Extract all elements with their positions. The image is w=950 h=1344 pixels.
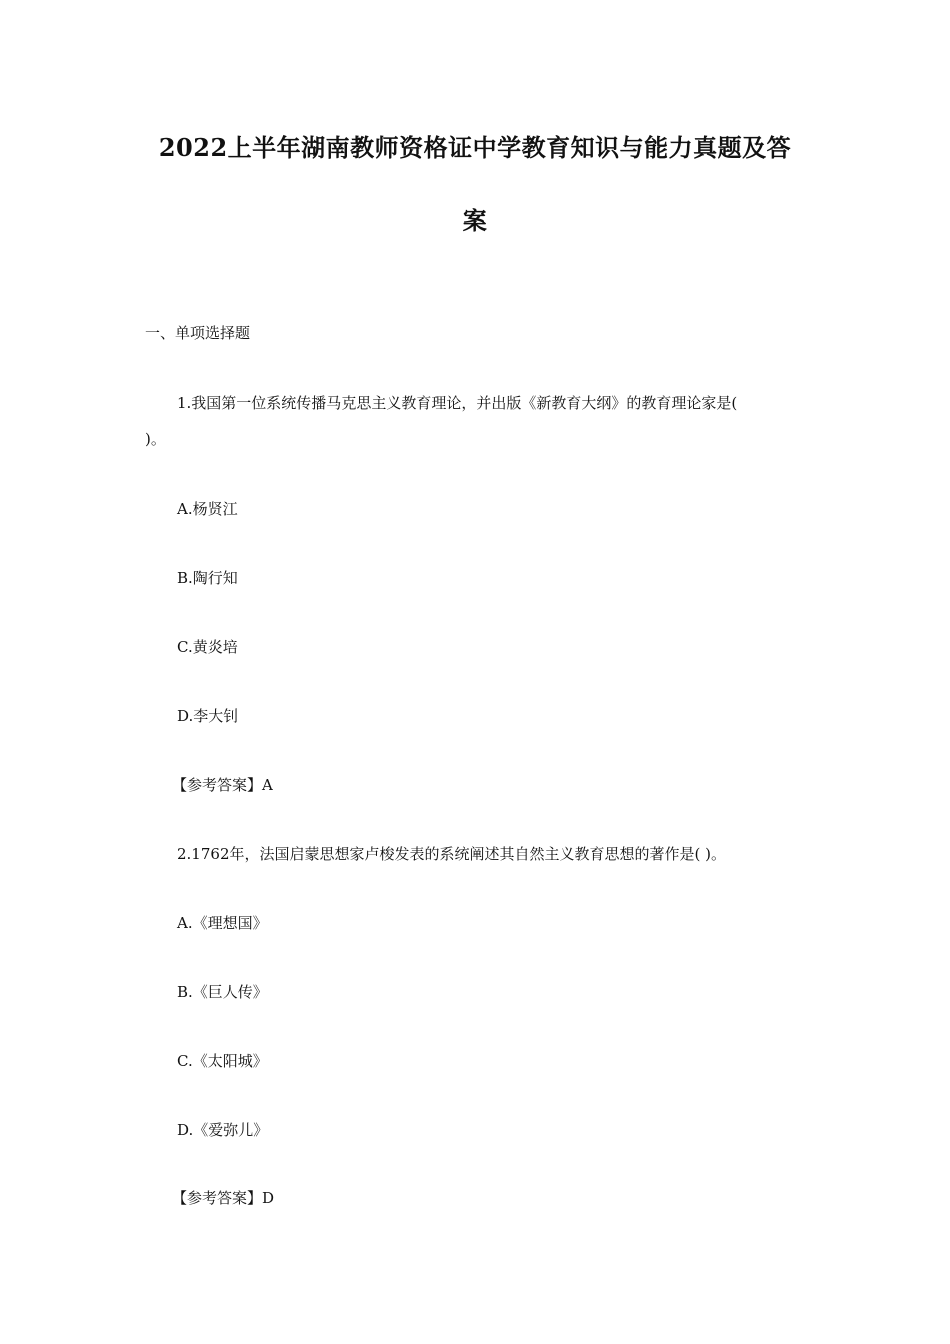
document-title-line-2: 案 [462, 206, 488, 235]
question-1-option-c: C.黄炎培 [177, 638, 238, 656]
question-1-answer: 【参考答案】A [172, 776, 273, 794]
question-2-option-b: B.《巨人传》 [177, 983, 268, 1001]
question-2-answer: 【参考答案】D [172, 1189, 275, 1207]
question-2-option-a: A.《理想国》 [177, 914, 268, 932]
question-2-option-c: C.《太阳城》 [177, 1052, 268, 1070]
section-heading: 一、单项选择题 [145, 324, 251, 342]
question-1-option-a: A.杨贤江 [177, 500, 238, 518]
document-title-line-1: 2022上半年湖南教师资格证中学教育知识与能力真题及答 [158, 133, 792, 162]
question-1-option-d: D.李大钊 [177, 707, 239, 725]
question-1-stem: 1.我国第一位系统传播马克思主义教育理论，并出版《新教育大纲》的教育理论家是( [177, 394, 738, 412]
question-1-option-b: B.陶行知 [177, 569, 238, 587]
question-2-option-d: D.《爱弥儿》 [177, 1121, 269, 1139]
question-1-stem-continued: )。 [145, 430, 166, 448]
question-2-stem: 2.1762年，法国启蒙思想家卢梭发表的系统阐述其自然主义教育思想的著作是( )。 [177, 845, 726, 863]
